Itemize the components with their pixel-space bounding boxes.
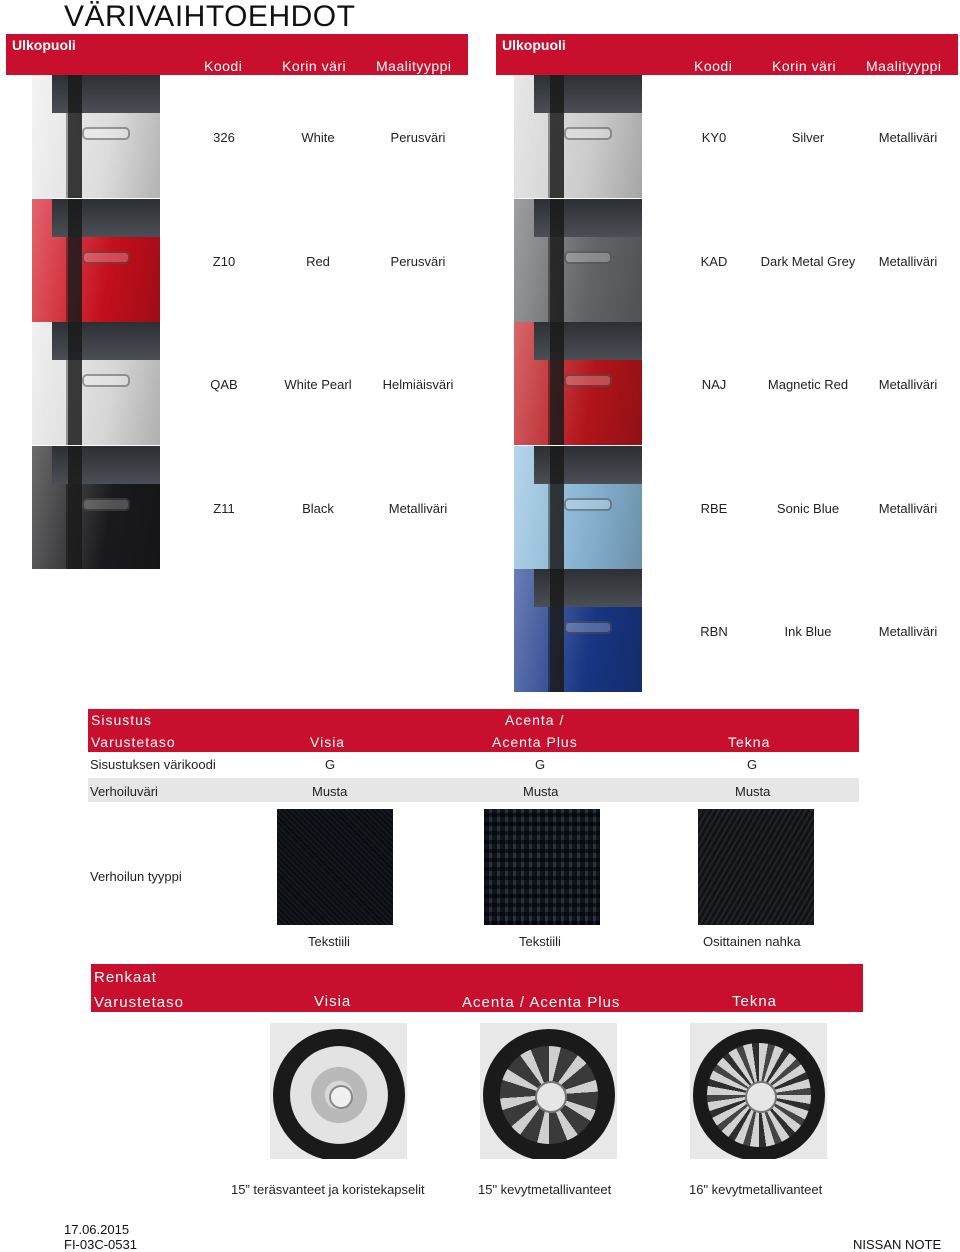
paint-type: Perusväri — [390, 253, 446, 269]
paint-swatch — [32, 199, 160, 322]
wheel-desc-visia: 15” teräsvanteet ja koristekapselit — [231, 1182, 425, 1197]
wheels-trim-visia: Visia — [314, 993, 352, 1010]
color-code-label: Sisustuksen värikoodi — [90, 757, 216, 772]
col-paint: Maalityyppi — [376, 58, 452, 74]
page-title: VÄRIVAIHTOEHDOT — [64, 0, 356, 33]
paint-type: Metalliväri — [878, 624, 938, 639]
wheel-image-tekna — [690, 1023, 827, 1159]
paint-swatch — [514, 199, 642, 322]
col-color: Korin väri — [282, 58, 347, 74]
upholstery-color-visia: Musta — [312, 784, 348, 799]
wheel-image-visia — [270, 1023, 407, 1159]
paint-code: Z10 — [212, 253, 236, 269]
paint-swatch — [32, 446, 160, 569]
wheels-trim-tekna: Tekna — [732, 993, 778, 1010]
col-color: Korin väri — [772, 58, 837, 74]
paint-color-name: Sonic Blue — [776, 500, 840, 516]
paint-color-name: Red — [306, 253, 330, 269]
wheel-desc-tekna: 16" kevytmetallivanteet — [689, 1182, 823, 1197]
upholstery-type-visia: Tekstiili — [308, 934, 350, 949]
upholstery-type-label: Verhoilun tyyppi — [90, 869, 182, 884]
color-code-visia: G — [325, 757, 336, 772]
paint-type: Perusväri — [390, 130, 446, 145]
paint-swatch — [514, 446, 642, 569]
exterior-label: Ulkopuoli — [502, 37, 566, 53]
color-code-tekna: G — [747, 757, 758, 772]
wheels-trim-label: Varustetaso — [94, 994, 184, 1011]
interior-trim-label: Varustetaso — [91, 734, 176, 750]
paint-code: Z11 — [213, 500, 235, 516]
paint-type: Metalliväri — [388, 500, 448, 516]
paint-type: Metalliväri — [878, 377, 938, 392]
paint-color-name: Magnetic Red — [767, 377, 849, 392]
col-code: Koodi — [694, 58, 733, 74]
interior-header — [88, 709, 859, 752]
interior-color-code-row — [88, 752, 859, 776]
paint-color-name: Black — [302, 500, 334, 516]
wheels-section-title: Renkaat — [94, 969, 157, 986]
wheel-desc-acenta: 15" kevytmetallivanteet — [478, 1182, 612, 1197]
paint-swatch — [514, 75, 642, 198]
paint-code: QAB — [210, 377, 238, 392]
paint-code: NAJ — [701, 377, 727, 392]
paint-code: KY0 — [701, 130, 727, 145]
paint-code: 326 — [213, 130, 235, 145]
exterior-label: Ulkopuoli — [12, 37, 76, 53]
paint-color-name: White — [301, 130, 335, 145]
interior-trim-tekna: Tekna — [728, 734, 771, 750]
wheels-trim-acenta: Acenta / Acenta Plus — [462, 994, 621, 1011]
upholstery-color-label: Verhoiluväri — [90, 784, 158, 799]
footer-doc-code: FI-03C-0531 — [64, 1237, 137, 1252]
wheels-header — [91, 964, 863, 1012]
paint-code: RBE — [700, 500, 728, 516]
paint-type: Helmiäisväri — [382, 377, 454, 392]
paint-swatch — [514, 569, 642, 692]
upholstery-type-acenta: Tekstiili — [519, 934, 561, 949]
fabric-swatch-visia — [277, 809, 393, 925]
interior-trim-acenta: Acenta / — [505, 712, 565, 728]
exterior-header-left — [6, 34, 468, 75]
col-paint: Maalityyppi — [866, 58, 942, 74]
upholstery-type-tekna: Osittainen nahka — [703, 934, 801, 949]
paint-type: Metalliväri — [878, 130, 938, 145]
color-code-acenta: G — [535, 757, 546, 772]
footer-model: NISSAN NOTE — [853, 1237, 942, 1252]
interior-trim-acenta-plus: Acenta Plus — [492, 734, 578, 750]
paint-swatch — [32, 322, 160, 445]
paint-color-name: White Pearl — [284, 377, 352, 392]
paint-color-name: Ink Blue — [784, 624, 832, 639]
exterior-header-right — [496, 34, 958, 75]
paint-swatch — [514, 322, 642, 445]
paint-color-name: Silver — [791, 130, 825, 145]
interior-section-title: Sisustus — [91, 712, 152, 728]
interior-trim-visia: Visia — [310, 734, 346, 750]
wheel-image-acenta — [480, 1023, 617, 1159]
paint-code: RBN — [700, 624, 728, 639]
upholstery-color-acenta: Musta — [523, 784, 559, 799]
paint-color-name: Dark Metal Grey — [760, 253, 856, 269]
upholstery-color-tekna: Musta — [735, 784, 771, 799]
paint-swatch — [32, 75, 160, 198]
col-code: Koodi — [204, 58, 243, 74]
paint-type: Metalliväri — [878, 500, 938, 516]
fabric-swatch-tekna — [698, 809, 814, 925]
fabric-swatch-acenta — [484, 809, 600, 925]
interior-upholstery-color-row — [88, 778, 859, 802]
paint-type: Metalliväri — [878, 253, 938, 269]
footer-date: 17.06.2015 — [64, 1222, 130, 1237]
paint-code: KAD — [700, 253, 728, 269]
